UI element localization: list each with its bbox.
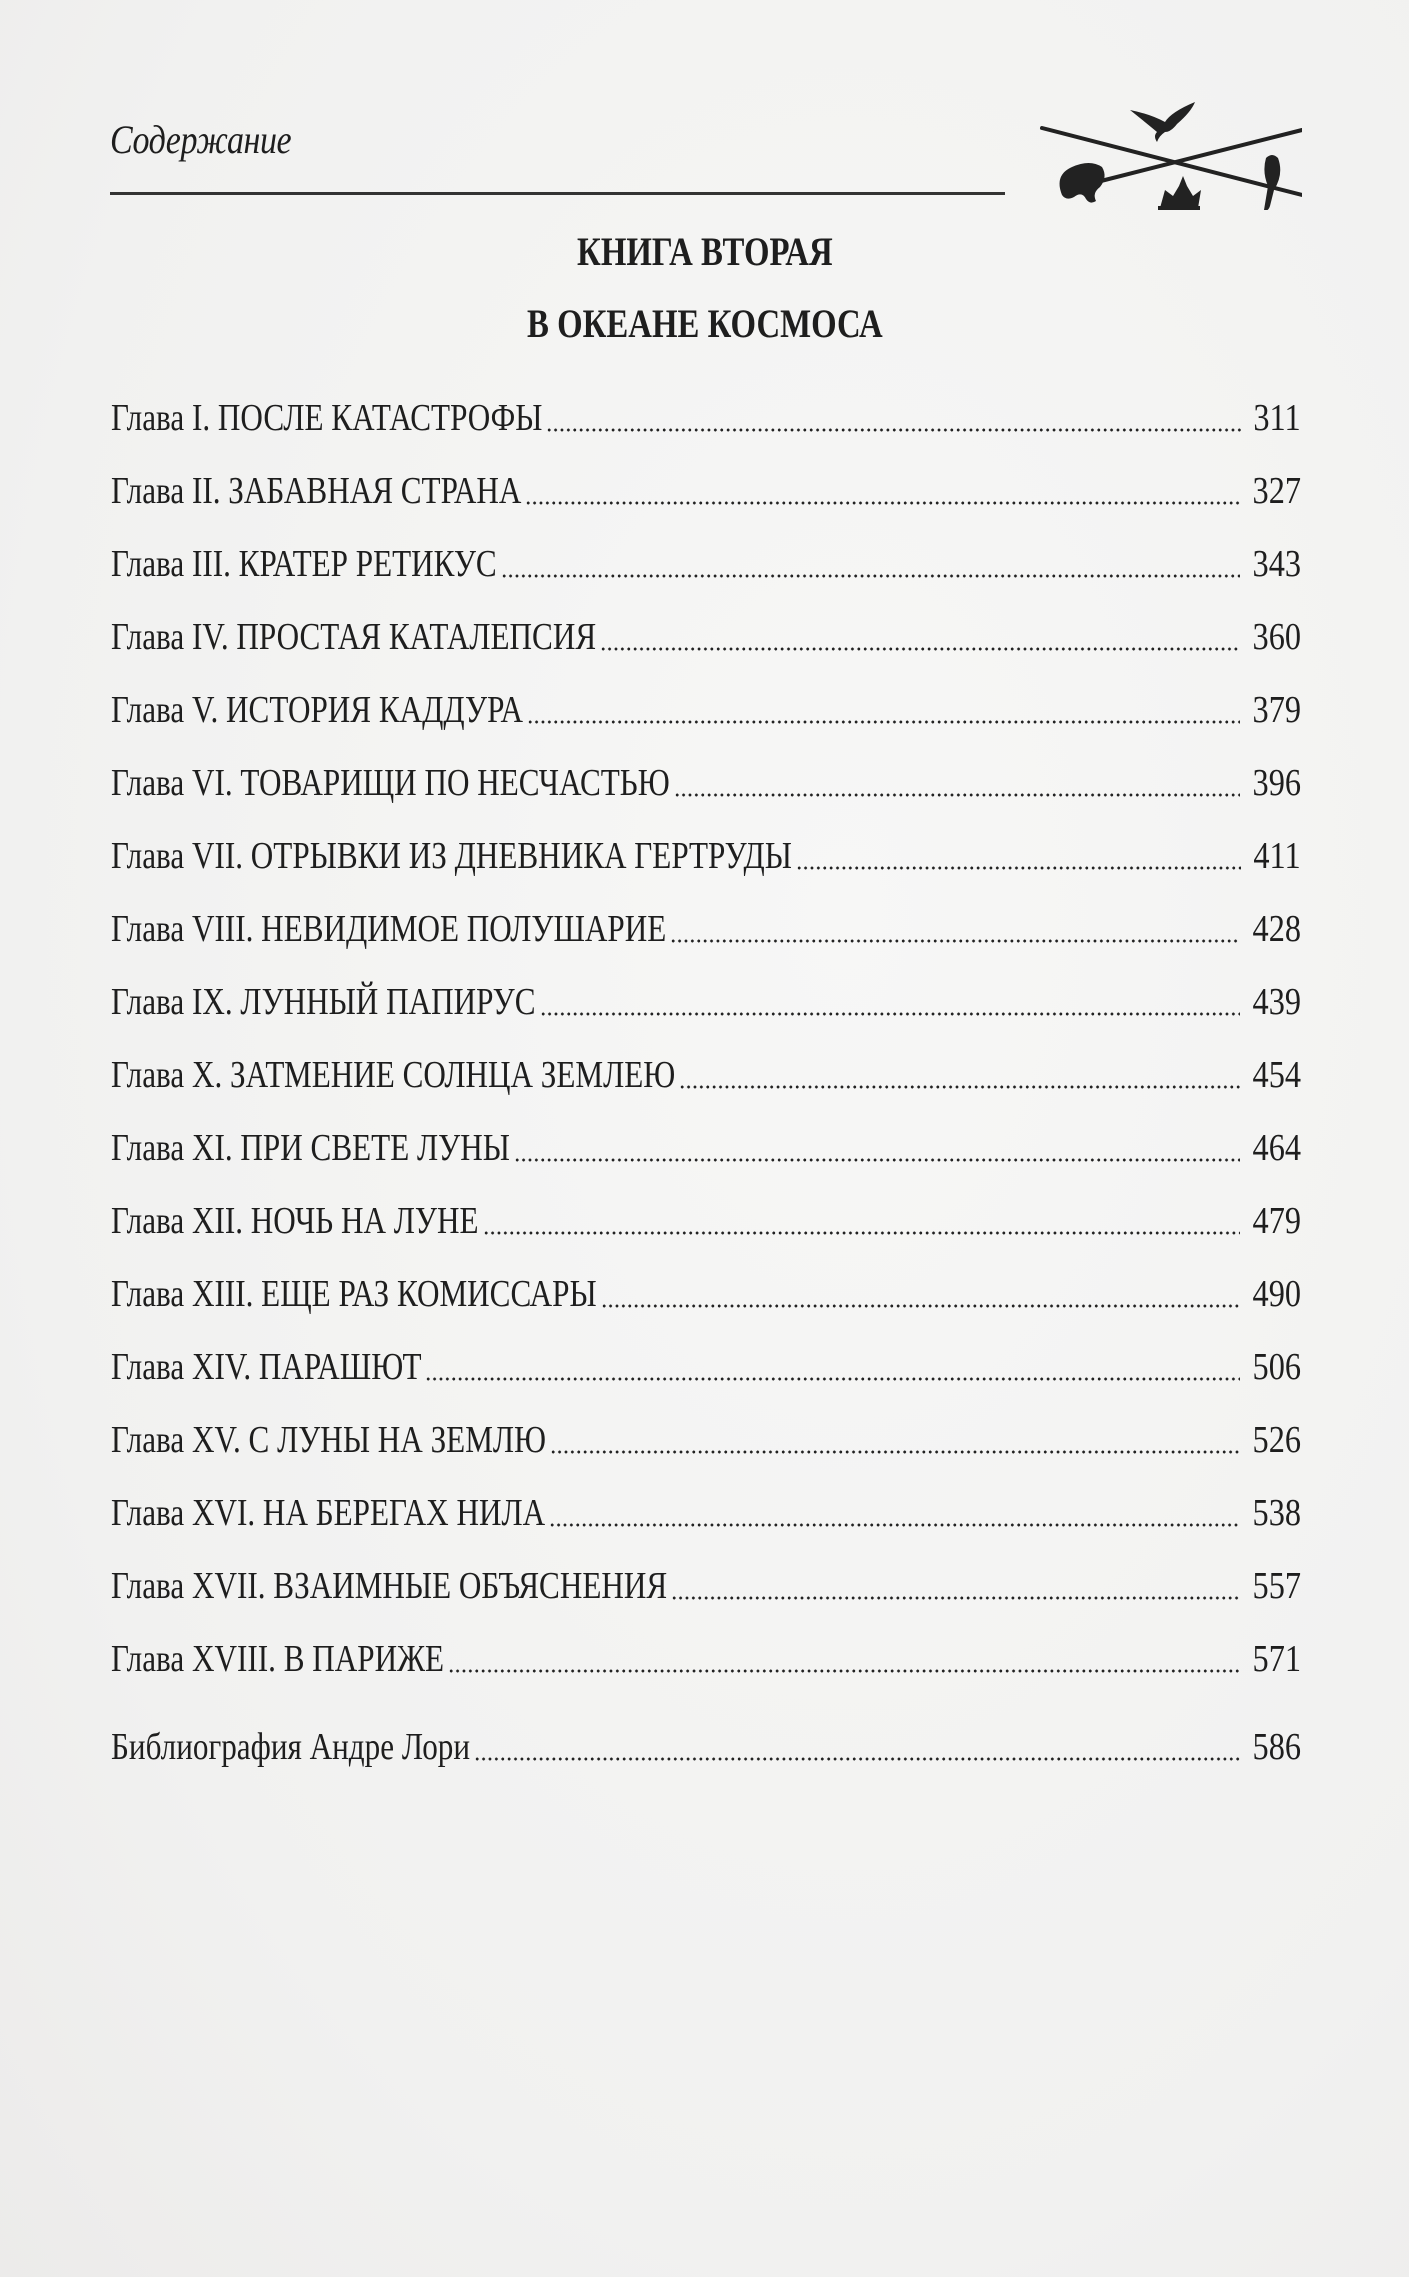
toc-entry[interactable] xyxy=(111,1629,1301,1681)
dot-leader xyxy=(514,1158,1240,1162)
toc-entry[interactable] xyxy=(111,1045,1301,1097)
toc-entry[interactable] xyxy=(111,534,1301,586)
toc-entry-page: 506 xyxy=(1252,1346,1301,1388)
toc-entry-title: Глава V. ИСТОРИЯ КАДДУРА xyxy=(111,689,523,731)
dot-leader xyxy=(425,1377,1240,1381)
toc-entry[interactable] xyxy=(111,1483,1301,1535)
book-title: В ОКЕАНЕ КОСМОСА xyxy=(526,301,883,346)
toc-entry-page: 538 xyxy=(1252,1492,1301,1534)
dot-leader xyxy=(550,1450,1240,1454)
toc-entry-title: Глава XI. ПРИ СВЕТЕ ЛУНЫ xyxy=(111,1127,510,1169)
crossed-swords-eagle-crown-icon xyxy=(1012,100,1302,210)
toc-entry-title: Глава I. ПОСЛЕ КАТАСТРОФЫ xyxy=(111,397,543,439)
toc-entry-title: Глава XVII. ВЗАИМНЫЕ ОБЪЯСНЕНИЯ xyxy=(111,1565,668,1607)
toc-entry[interactable] xyxy=(111,753,1301,805)
toc-entry-page: 557 xyxy=(1252,1565,1301,1607)
dot-leader xyxy=(674,793,1240,797)
toc-entry[interactable] xyxy=(111,899,1301,951)
toc-entry-title: Глава XIV. ПАРАШЮТ xyxy=(111,1346,422,1388)
toc-entry-title: Глава XII. НОЧЬ НА ЛУНЕ xyxy=(111,1200,479,1242)
dot-leader xyxy=(670,939,1240,943)
dot-leader xyxy=(501,574,1240,578)
toc-entry[interactable] xyxy=(111,388,1301,440)
dot-leader xyxy=(474,1757,1240,1761)
toc-entry-page: 428 xyxy=(1252,908,1301,950)
toc-entry-page: 327 xyxy=(1252,470,1301,512)
toc-entry[interactable] xyxy=(111,1191,1301,1243)
toc-entry[interactable] xyxy=(111,1118,1301,1170)
dot-leader xyxy=(671,1596,1240,1600)
toc-entry-title: Глава IV. ПРОСТАЯ КАТАЛЕПСИЯ xyxy=(111,616,597,658)
dot-leader xyxy=(525,501,1240,505)
toc-entry-title: Глава XVIII. В ПАРИЖЕ xyxy=(111,1638,445,1680)
toc-entry[interactable] xyxy=(111,1556,1301,1608)
dot-leader xyxy=(600,647,1240,651)
toc-entry-title: Глава X. ЗАТМЕНИЕ СОЛНЦА ЗЕМЛЕЮ xyxy=(111,1054,676,1096)
running-header xyxy=(110,110,1010,200)
dot-leader xyxy=(549,1523,1240,1527)
header-rule xyxy=(110,192,1005,195)
toc-entry-page: 571 xyxy=(1252,1638,1301,1680)
toc-entry-bibliography[interactable] xyxy=(111,1717,1301,1769)
toc-entry-page: 311 xyxy=(1253,397,1301,439)
toc-entry-title: Библиография Андре Лори xyxy=(111,1726,471,1768)
toc-entry-title: Глава II. ЗАБАВНАЯ СТРАНА xyxy=(111,470,522,512)
toc-entry-title: Глава XVI. НА БЕРЕГАХ НИЛА xyxy=(111,1492,546,1534)
running-header-title: Содержание xyxy=(110,117,292,162)
toc-entry-title: Глава VII. ОТРЫВКИ ИЗ ДНЕВНИКА ГЕРТРУДЫ xyxy=(111,835,792,877)
toc-entry-page: 343 xyxy=(1252,543,1301,585)
dot-leader xyxy=(540,1012,1240,1016)
dot-leader xyxy=(448,1669,1240,1673)
dot-leader xyxy=(601,1304,1240,1308)
toc-entry-page: 464 xyxy=(1252,1127,1301,1169)
toc-entry-title: Глава XIII. ЕЩЕ РАЗ КОМИССАРЫ xyxy=(111,1273,597,1315)
toc-entry[interactable] xyxy=(111,1264,1301,1316)
dot-leader xyxy=(483,1231,1241,1235)
toc-entry-page: 454 xyxy=(1252,1054,1301,1096)
toc-entry-title: Глава IX. ЛУННЫЙ ПАПИРУС xyxy=(111,981,536,1023)
toc-entry-page: 411 xyxy=(1253,835,1301,877)
toc-entry[interactable] xyxy=(111,826,1301,878)
toc-entry-title: Глава VI. ТОВАРИЩИ ПО НЕСЧАСТЬЮ xyxy=(111,762,670,804)
toc-entry-title: Глава XV. С ЛУНЫ НА ЗЕМЛЮ xyxy=(111,1419,547,1461)
book-label: КНИГА ВТОРАЯ xyxy=(576,229,833,274)
toc-entry-title: Глава VIII. НЕВИДИМОЕ ПОЛУШАРИЕ xyxy=(111,908,667,950)
toc-entry-page: 490 xyxy=(1252,1273,1301,1315)
dot-leader xyxy=(546,428,1241,432)
toc-entry-title: Глава III. КРАТЕР РЕТИКУС xyxy=(111,543,497,585)
dot-leader xyxy=(527,720,1240,724)
dot-leader xyxy=(796,866,1241,870)
toc-entry[interactable] xyxy=(111,461,1301,513)
dot-leader xyxy=(679,1085,1240,1089)
toc-entry-page: 526 xyxy=(1252,1419,1301,1461)
toc-entry[interactable] xyxy=(111,1337,1301,1389)
toc-entry-page: 439 xyxy=(1252,981,1301,1023)
toc-entry-page: 479 xyxy=(1252,1200,1301,1242)
toc-entry[interactable] xyxy=(111,607,1301,659)
toc-entry-page: 396 xyxy=(1252,762,1301,804)
toc-entry[interactable] xyxy=(111,1410,1301,1462)
toc-entry-page: 586 xyxy=(1252,1726,1301,1768)
toc-entry[interactable] xyxy=(111,680,1301,732)
toc-entry-page: 360 xyxy=(1252,616,1301,658)
toc-entry-page: 379 xyxy=(1252,689,1301,731)
toc-entry[interactable] xyxy=(111,972,1301,1024)
